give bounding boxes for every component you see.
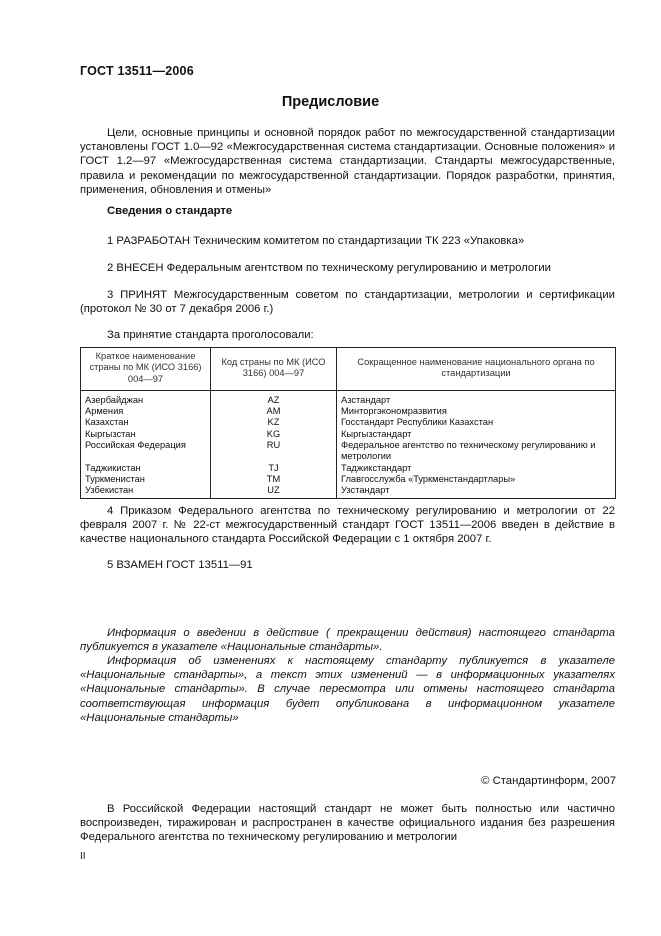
agency-cell: Минторгэкономразвития: [341, 406, 447, 417]
item-1: 1 РАЗРАБОТАН Техническим комитетом по стандартизации ТК 223 «Упаковка»: [107, 235, 525, 247]
table-row: [81, 440, 616, 463]
country-cell: Узбекистан: [85, 485, 134, 496]
note-effective-date: Информация о введении в действие ( прекращении действия) настоящего стандарта публикуется в указателе «Национальные стандарты».: [80, 627, 615, 654]
note-amendments: Информация об изменениях к настоящему стандарту публикуется в указателе «Национальные стандарты», а текст этих изменений — в информационных указателях «Национальные стандарты». В случае пересмотра или отмены настоящего стандарта соответствующая информация будет опубликована в информационном указателе «Национальные стандарты»: [80, 655, 615, 724]
table-row: [81, 429, 616, 440]
code-cell: KG: [211, 429, 337, 440]
voting-table: [80, 347, 616, 499]
table-row: [81, 485, 616, 498]
section-heading: Сведения о стандарте: [107, 205, 233, 217]
code-cell: KZ: [211, 417, 337, 428]
country-cell: Азербайджан: [85, 394, 144, 405]
table-header-cell: Сокращенное наименование национального органа по стандартизации: [337, 348, 616, 391]
code-cell: TM: [211, 474, 337, 485]
agency-cell: Главгосслужба «Туркменстандартлары»: [341, 473, 516, 484]
country-cell: Туркменистан: [85, 473, 145, 484]
agency-cell: Федеральное агентство по техническому регулированию и метрологии: [341, 440, 596, 462]
copyright: © Стандартинформ, 2007: [481, 775, 616, 787]
table-row: [81, 417, 616, 428]
table-header-cell: Код страны по МК (ИСО 3166) 004—97: [211, 348, 337, 391]
item-3: 3 ПРИНЯТ Межгосударственным советом по стандартизации, метрологии и сертификации (протокол № 30 от 7 декабря 2006 г.): [80, 289, 615, 316]
page-number: II: [80, 851, 86, 862]
code-cell: TJ: [211, 463, 337, 474]
code-cell: UZ: [211, 485, 337, 498]
table-header-cell: Краткое наименование страны по МК (ИСО 3166) 004—97: [81, 348, 211, 391]
vote-intro: За принятие стандарта проголосовали:: [107, 329, 314, 341]
item-4: 4 Приказом Федерального агентства по техническому регулированию и метрологии от 22 февраля 2007 г. № 22-ст межгосударственный стандарт ГОСТ 13511—2006 введен в действие в качестве национального стандарта Российской Федерации с 1 октября 2007 г.: [80, 505, 615, 546]
page-title: Предисловие: [281, 94, 380, 110]
country-cell: Кыргызстан: [85, 428, 136, 439]
table-row: [81, 463, 616, 474]
item-5: 5 ВЗАМЕН ГОСТ 13511—91: [107, 559, 253, 571]
country-cell: Российская Федерация: [85, 440, 186, 451]
code-cell: AM: [211, 406, 337, 417]
table-row: [81, 474, 616, 485]
agency-cell: Узстандарт: [341, 485, 390, 496]
code-cell: AZ: [211, 390, 337, 406]
agency-cell: Азстандарт: [341, 394, 391, 405]
legal-notice: В Российской Федерации настоящий стандарт не может быть полностью или частично воспроизведен, тиражирован и распространен в качестве официального издания без разрешения Федерального агентства по техническому регулированию и метрологии: [80, 803, 615, 844]
item-2: 2 ВНЕСЕН Федеральным агентством по техническому регулированию и метрологии: [107, 262, 551, 274]
agency-cell: Госстандарт Республики Казахстан: [341, 417, 494, 428]
table-row: [81, 406, 616, 417]
agency-cell: Кыргызстандарт: [341, 428, 412, 439]
country-cell: Армения: [85, 406, 124, 417]
agency-cell: Таджикстандарт: [341, 462, 412, 473]
intro-paragraph: Цели, основные принципы и основной порядок работ по межгосударственной стандартизации установлены ГОСТ 1.0—92 «Межгосударственная система стандартизации. Основные положения» и ГОСТ 1.2—97 «Межгосударственная система стандартизации. Стандарты межгосударственные, правила и рекомендации по межгосударственной стандартизации. Порядок разработки, принятия, применения, обновления и отмены»: [80, 127, 615, 196]
country-cell: Казахстан: [85, 417, 129, 428]
country-cell: Таджикистан: [85, 462, 141, 473]
code-cell: RU: [211, 440, 337, 463]
document-code: ГОСТ 13511—2006: [80, 64, 194, 78]
table-header-row: [81, 348, 616, 391]
table-row: [81, 390, 616, 406]
